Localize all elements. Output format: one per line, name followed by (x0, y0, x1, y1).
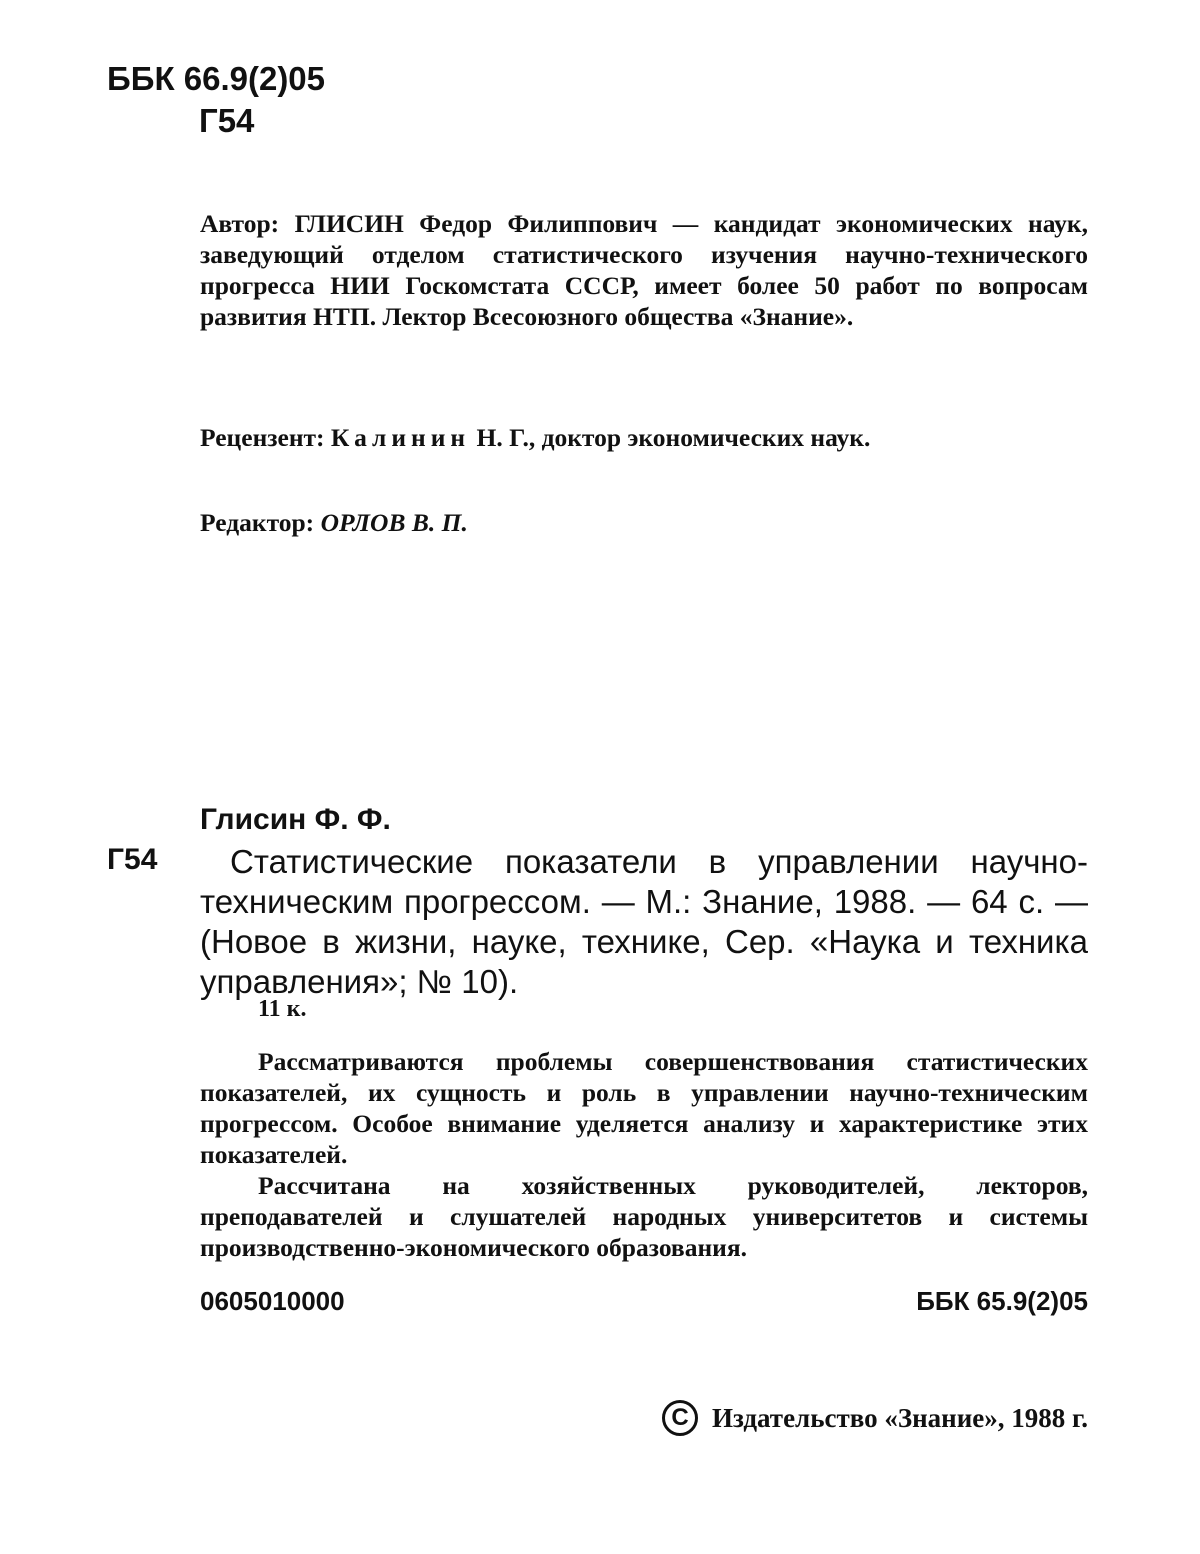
editor-label: Редактор: (200, 508, 315, 537)
publication-index: 0605010000 (200, 1286, 345, 1316)
catalog-description (200, 842, 1088, 1002)
catalog-code: Г54 (107, 843, 158, 876)
editor-name: ОРЛОВ В. П. (320, 508, 468, 537)
price: 11 к. (258, 996, 307, 1022)
reviewer-details: Н. Г., доктор экономических наук. (476, 423, 871, 452)
abstract (200, 1046, 1088, 1263)
catalog-heading: Глисин Ф. Ф. (200, 803, 391, 836)
bbk-code-bottom: ББК 65.9(2)05 (916, 1286, 1088, 1316)
author-mark: Г54 (199, 102, 255, 139)
copyright-line (662, 1400, 1088, 1436)
reviewer-line (200, 422, 1088, 453)
reviewer-name: Калинин (330, 423, 471, 452)
classification-block (107, 58, 325, 142)
reviewer-label: Рецензент: (200, 423, 325, 452)
bbk-code: ББК 66.9(2)05 (107, 60, 326, 97)
copyright-icon: C (662, 1400, 698, 1436)
author-note: Автор: ГЛИСИН Федор Филиппович — кандидат экономических наук, заведующий отделом статистического изучения научно-технического прогресса НИИ Госкомстата СССР, имеет более 50 работ по вопросам развития НТП. Лектор Всесоюзного общества «Знание». (200, 209, 1088, 331)
abstract-paragraph-1: Рассматриваются проблемы совершенствования статистических показателей, их сущность и роль в управлении научно-техническим прогрессом. Особое внимание уделяется анализу и характеристике этих показателей. (200, 1047, 1088, 1169)
catalog-description-text: Статистические показатели в управлении научно-техническим прогрессом. — М.: Знание, 1988. — 64 с. — (Новое в жизни, науке, технике, Сер. «Наука и техника управления»; № 10). (200, 843, 1088, 1000)
abstract-paragraph-2: Рассчитана на хозяйственных руководителей, лекторов, преподавателей и слушателей народных университетов и системы производственно-экономического образования. (200, 1171, 1088, 1262)
editor-line (200, 507, 1088, 538)
copyright-text: Издательство «Знание», 1988 г. (711, 1402, 1088, 1433)
